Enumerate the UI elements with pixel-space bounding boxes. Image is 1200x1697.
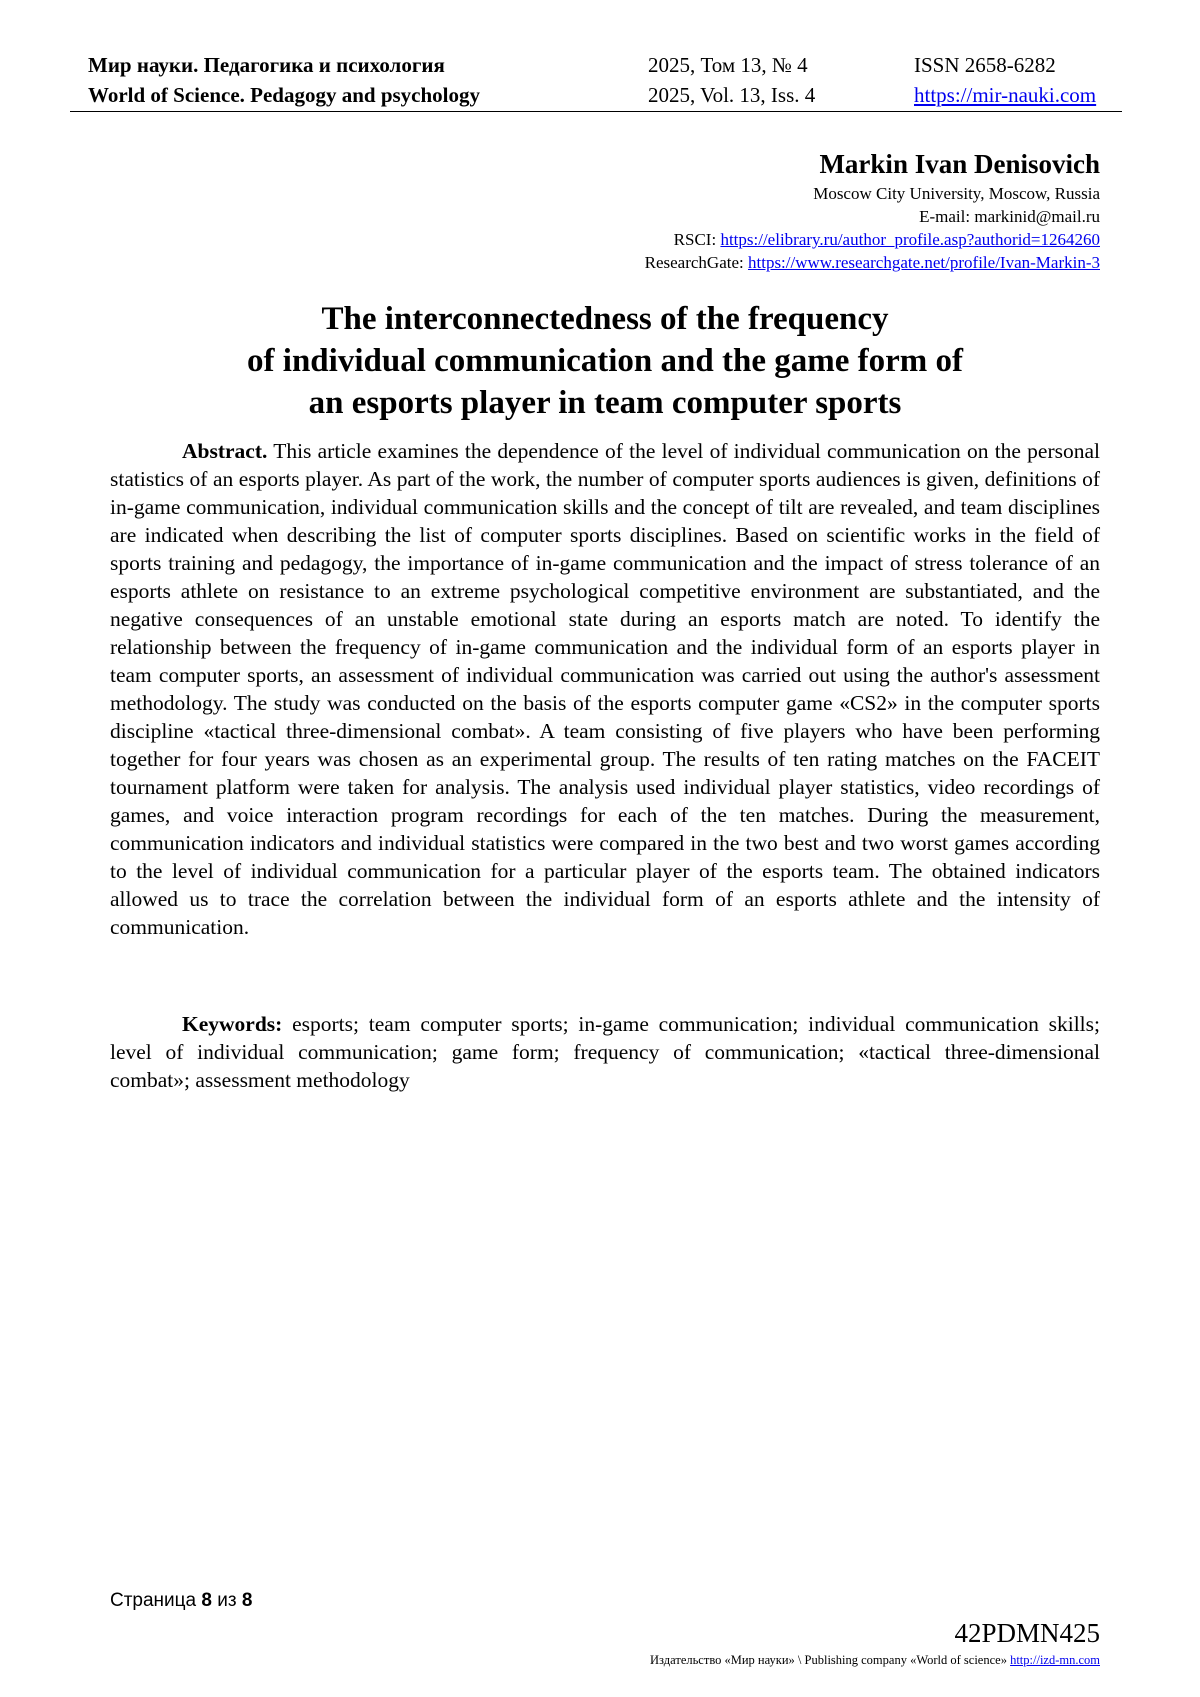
journal-site-link[interactable]: https://mir-nauki.com — [914, 83, 1097, 107]
author-rsci — [645, 228, 1100, 251]
author-affiliation: Moscow City University, Moscow, Russia — [813, 184, 1100, 203]
running-header — [88, 50, 1122, 110]
title-line-3: an esports player in team computer sports — [308, 385, 902, 421]
page-current: 8 — [201, 1590, 212, 1611]
journal-title-en: World of Science. Pedagogy and psychology — [88, 83, 481, 107]
page-middle: из — [211, 1590, 242, 1611]
rsci-label: RSCI: — [673, 230, 721, 249]
page-prefix: Страница — [110, 1590, 202, 1611]
volume-issue-ru: 2025, Том 13, № 4 — [648, 53, 808, 77]
article-code: 42PDMN425 — [954, 1618, 1100, 1648]
article-title — [110, 298, 1100, 424]
abstract-text: This article examines the dependence of the level of individual communication on the personal statistics of an esports player. As part of the work, the number of computer sports audiences is given, definitions of in-game communication, individual communication skills and the concept of tilt are revealed, and team disciplines are indicated when describing the list of computer sports disciplines. Based on scientific works in the field of sports training and pedagogy, the importance of in-game communication and the impact of stress tolerance of an esports athlete on resistance to an extreme psychological competitive environment are substantiated, and the negative consequences of an unstable emotional state during an esports match are noted. To identify the relationship between the frequency of in-game communication and the individual form of an esports player in team computer sports, an assessment of individual communication was carried out using the author's assessment methodology. The study was conducted on the basis of the esports computer game «CS2» in the computer sports discipline «tactical three-dimensional combat». A team consisting of five players who have been performing together for four years was chosen as an experimental group. The results of ten rating matches on the FACEIT tournament platform were taken for analysis. The analysis used individual player statistics, video recordings of games, and voice interaction program recordings for each of the ten matches. During the measurement, communication indicators and individual statistics were compared in the two best and two worst games according to the level of individual communication for a particular player of the esports team. The obtained indicators allowed us to trace the correlation between the individual form of an esports athlete and the intensity of communication. — [110, 439, 1100, 939]
title-line-1: The interconnectedness of the frequency — [321, 301, 889, 337]
header-row-russian — [88, 50, 1122, 80]
title-line-2: of individual communication and the game form of — [247, 343, 963, 379]
header-divider — [70, 111, 1122, 112]
journal-site-cell — [914, 80, 1122, 110]
researchgate-link[interactable]: https://www.researchgate.net/profile/Ivan-Markin-3 — [748, 253, 1100, 272]
volume-issue-en: 2025, Vol. 13, Iss. 4 — [648, 83, 816, 107]
publisher-link[interactable]: http://izd-mn.com — [1010, 1653, 1100, 1667]
publisher-line — [650, 1652, 1100, 1668]
keywords-paragraph — [110, 1010, 1100, 1094]
abstract-paragraph — [110, 437, 1100, 941]
rsci-link[interactable]: https://elibrary.ru/author_profile.asp?authorid=1264260 — [720, 230, 1100, 249]
header-row-english — [88, 80, 1122, 110]
abstract-label: Abstract. — [182, 439, 268, 463]
researchgate-label: ResearchGate: — [644, 253, 748, 272]
page-counter — [110, 1589, 252, 1613]
author-block — [645, 146, 1100, 274]
page-total: 8 — [241, 1590, 253, 1611]
issn-number: ISSN 2658-6282 — [914, 53, 1056, 77]
keywords-label: Keywords: — [182, 1012, 283, 1036]
author-email: E-mail: markinid@mail.ru — [919, 207, 1100, 226]
keywords-text: esports; team computer sports; in-game communication; individual communication skills; level of individual communication; game form; frequency of communication; «tactical three-dimensional combat»; assessment methodology — [110, 1012, 1100, 1092]
author-name: Markin Ivan Denisovich — [819, 149, 1100, 179]
publisher-text: Издательство «Мир науки» \ Publishing company «World of science» — [650, 1653, 1011, 1667]
journal-title-ru: Мир науки. Педагогика и психология — [88, 53, 445, 77]
author-researchgate — [645, 251, 1100, 274]
